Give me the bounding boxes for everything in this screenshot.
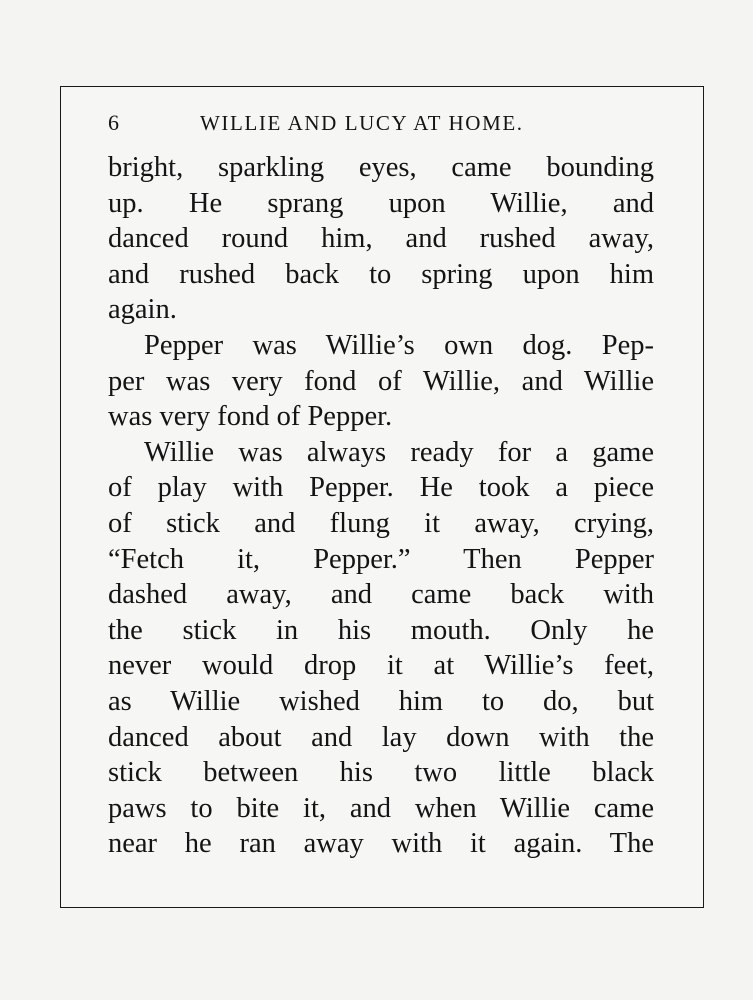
- text-line: Pepper was Willie’s own dog. Pep-: [144, 329, 654, 361]
- text-line: “Fetch it, Pepper.” Then Pepper: [108, 543, 654, 575]
- text-line: danced round him, and rushed away,: [108, 223, 654, 255]
- page-number: 6: [108, 110, 119, 135]
- text-line: dashed away, and came back with: [108, 579, 654, 611]
- body-text: [108, 150, 654, 862]
- text-line: up. He sprang upon Willie, and: [108, 187, 654, 219]
- text-line: stick between his two little black: [108, 757, 654, 789]
- text-line: danced about and lay down with the: [108, 721, 654, 753]
- text-line: near he ran away with it again. The: [108, 828, 654, 860]
- text-line: of stick and flung it away, crying,: [108, 507, 654, 539]
- text-line: was very fond of Pepper.: [108, 401, 393, 433]
- text-line: never would drop it at Willie’s feet,: [108, 650, 654, 682]
- text-line: as Willie wished him to do, but: [108, 685, 654, 717]
- text-line: and rushed back to spring upon him: [108, 258, 654, 290]
- text-line: again.: [108, 294, 177, 326]
- text-line: Willie was always ready for a game: [144, 436, 654, 468]
- page-header: [108, 108, 654, 138]
- text-line: the stick in his mouth. Only he: [108, 614, 654, 646]
- text-line: per was very fond of Willie, and Willie: [108, 365, 654, 397]
- text-line: of play with Pepper. He took a piece: [108, 472, 654, 504]
- text-line: paws to bite it, and when Willie came: [108, 792, 654, 824]
- text-line: bright, sparkling eyes, came bounding: [108, 152, 654, 183]
- running-head: WILLIE AND LUCY AT HOME.: [200, 111, 524, 135]
